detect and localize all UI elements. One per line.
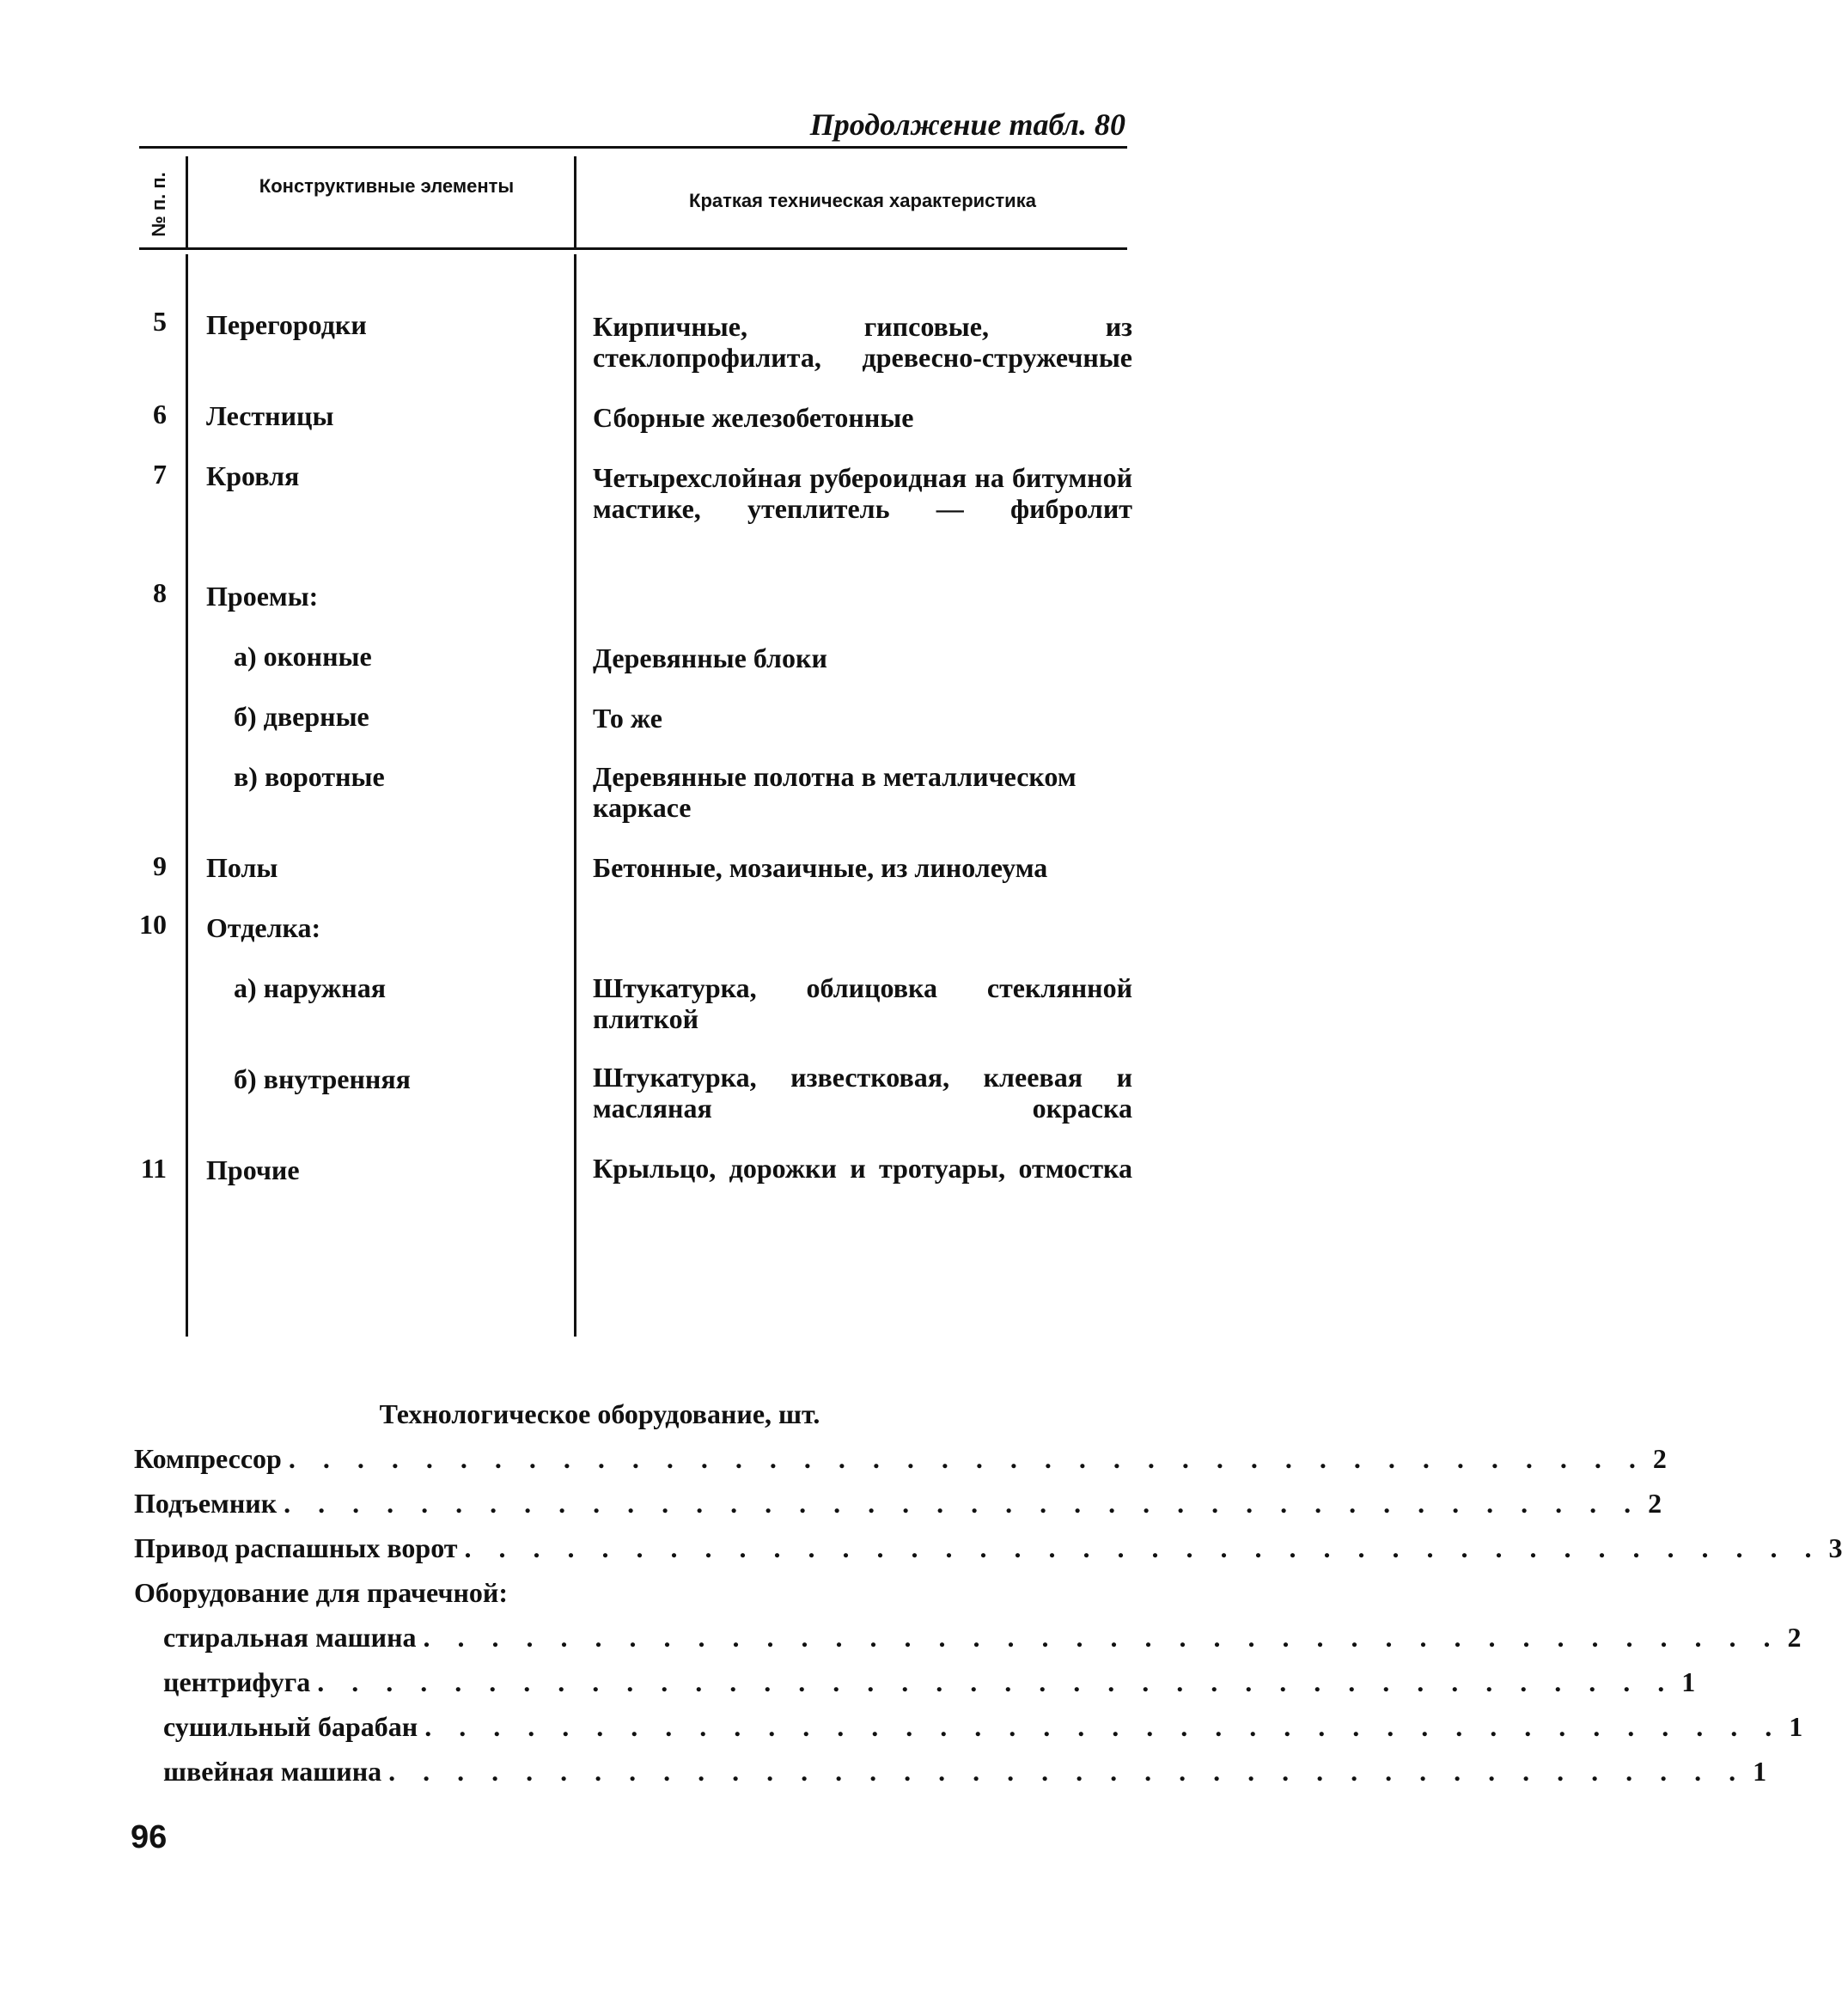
equipment-item	[134, 1756, 1767, 1800]
table-header-rule	[139, 247, 1127, 250]
equipment-label: стиральная машина	[163, 1622, 417, 1653]
row-element: б) внутренняя	[234, 1063, 411, 1094]
equipment-label: Оборудование для прачечной:	[134, 1577, 509, 1608]
row-element: Прочие	[206, 1154, 300, 1185]
row-description: Сборные железобетонные	[593, 402, 914, 433]
row-description: То же	[593, 703, 662, 734]
row-number: 5	[153, 306, 167, 337]
equipment-qty: 1	[1789, 1711, 1803, 1742]
table-top-rule	[139, 146, 1127, 149]
equipment-title: Технологическое оборудование, шт.	[379, 1398, 820, 1429]
leader-dots: . . . . . . . . . . . . . . . . . . . . . . . . . . . . . . . . . . . . . . . .	[388, 1756, 1747, 1787]
row-description: Деревянные полотна в металлическом каркасе	[593, 761, 1077, 823]
leader-dots: . . . . . . . . . . . . . . . . . . . . . . . . . . . . . . . . . . . . . . . .	[464, 1532, 1822, 1563]
equipment-qty: 2	[1787, 1622, 1802, 1653]
equipment-item	[134, 1666, 1696, 1711]
row-number: 9	[153, 850, 167, 881]
row-element: в) воротные	[234, 761, 385, 792]
leader-dots: . . . . . . . . . . . . . . . . . . . . . . . . . . . . . . . . . . . . . . . .	[317, 1666, 1675, 1697]
equipment-item	[134, 1443, 1667, 1488]
row-description: Штукатурка, известковая, клеевая и масляная окраска	[593, 1062, 1132, 1124]
row-element: а) наружная	[234, 972, 386, 1003]
row-element: Перегородки	[206, 309, 367, 340]
equipment-item	[134, 1622, 1802, 1666]
equipment-label: центрифуга	[163, 1666, 311, 1697]
equipment-label: сушильный барабан	[163, 1711, 418, 1742]
equipment-label: Подъемник	[134, 1488, 278, 1519]
row-number: 6	[153, 399, 167, 429]
leader-dots: . . . . . . . . . . . . . . . . . . . . . . . . . . . . . . . . . . . . . . . .	[424, 1711, 1783, 1742]
row-number: 11	[140, 1153, 167, 1184]
equipment-label: Компрессор	[134, 1443, 282, 1474]
row-element: Проемы:	[206, 581, 319, 612]
row-description: Штукатурка, облицовка стеклянной плиткой	[593, 972, 1132, 1034]
table-caption: Продолжение табл. 80	[809, 107, 1125, 142]
row-element: Полы	[206, 852, 278, 883]
row-description: Бетонные, мозаичные, из линолеума	[593, 852, 1048, 883]
equipment-qty: 1	[1753, 1756, 1767, 1787]
row-element: а) оконные	[234, 641, 372, 672]
row-element: Кровля	[206, 460, 300, 491]
body-divider-2	[574, 254, 576, 1337]
row-description: Крыльцо, дорожки и тротуары, отмостка	[593, 1153, 1132, 1184]
row-element: Отделка:	[206, 912, 321, 943]
body-divider-1	[186, 254, 188, 1337]
equipment-label: Привод распашных ворот	[134, 1532, 458, 1563]
equipment-item	[134, 1711, 1803, 1756]
leader-dots: . . . . . . . . . . . . . . . . . . . . . . . . . . . . . . . . . . . . . . . .	[284, 1488, 1642, 1519]
row-element: б) дверные	[234, 701, 369, 732]
row-number: 7	[153, 459, 167, 490]
column-header-characteristic: Краткая техническая характеристика	[689, 190, 1036, 211]
equipment-qty: 3	[1828, 1532, 1842, 1563]
equipment-item	[134, 1532, 1842, 1577]
leader-dots: . . . . . . . . . . . . . . . . . . . . . . . . . . . . . . . . . . . . . . . .	[423, 1622, 1781, 1653]
equipment-item	[134, 1488, 1662, 1532]
row-number: 8	[153, 577, 167, 608]
equipment-label: швейная машина	[163, 1756, 382, 1787]
column-header-elements: Конструктивные элементы	[259, 175, 515, 197]
column-header-number: № п. п.	[148, 172, 169, 237]
equipment-qty: 1	[1681, 1666, 1696, 1697]
row-description: Кирпичные, гипсовые, из стеклопрофилита, древесно-стружечные	[593, 311, 1132, 373]
row-number: 10	[139, 909, 167, 940]
row-description: Четырехслойная рубероидная на битумной мастике, утеплитель — фибролит	[593, 462, 1132, 524]
equipment-list	[134, 1443, 1842, 1800]
row-element: Лестницы	[206, 400, 334, 431]
equipment-qty: 2	[1648, 1488, 1662, 1519]
equipment-qty: 2	[1652, 1443, 1667, 1474]
header-divider-2	[574, 156, 576, 247]
row-description: Деревянные блоки	[593, 643, 827, 673]
equipment-group-heading	[134, 1577, 1124, 1622]
page-number: 96	[131, 1819, 168, 1855]
leader-dots: . . . . . . . . . . . . . . . . . . . . . . . . . . . . . . . . . . . . . . . .	[288, 1443, 1646, 1474]
